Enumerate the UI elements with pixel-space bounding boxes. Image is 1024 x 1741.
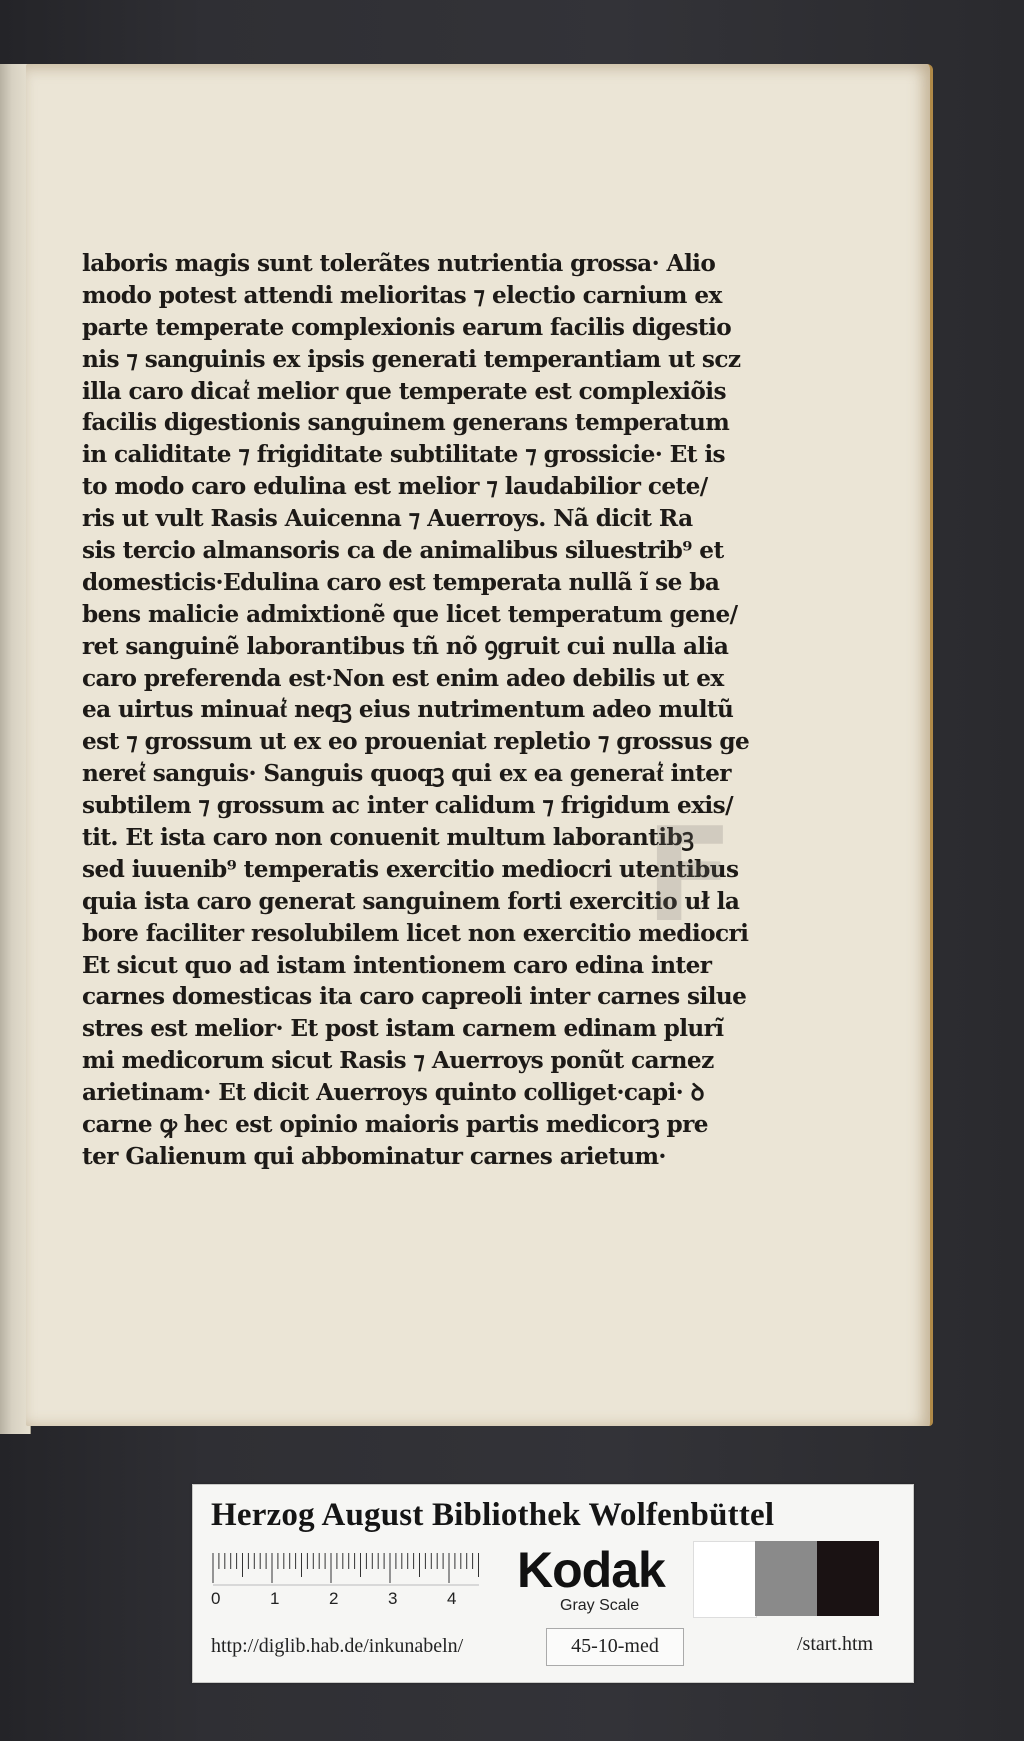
text-line: ter Galienum qui abbominatur carnes arietum· (82, 1142, 666, 1170)
text-line: bore faciliter resolubilem licet non exercitio mediocri (82, 919, 749, 947)
text-line: to modo caro edulina est melior ⁊ laudabilior cete/ (82, 473, 708, 501)
ruler-number: 4 (447, 1589, 457, 1608)
ruler (211, 1551, 511, 1609)
text-line: subtilem ⁊ grossum ac inter calidum ⁊ frigidum exis/ (82, 792, 733, 820)
text-line: parte temperate complexionis earum facilis digestio (82, 313, 732, 341)
color-reference-card (192, 1484, 914, 1683)
gray-patch (693, 1541, 757, 1618)
text-line: sis tercio almansoris ca de animalibus siluestrib⁹ et (82, 537, 724, 565)
ruler-number: 3 (388, 1589, 398, 1608)
text-line: ret sanguinẽ laborantibus tñ nõ ꝯgruit cui nulla alia (82, 632, 729, 660)
text-line: laboris magis sunt tolerãtes nutrientia grossa· Alio (82, 250, 716, 277)
text-line: sed iuuenib⁹ temperatis exercitio mediocri utentibus (82, 855, 739, 883)
text-line: in caliditate ⁊ frigiditate subtilitate ⁊ grossicie· Et is (82, 441, 725, 469)
kodak-logo: Kodak (517, 1542, 665, 1598)
ruler-number: 2 (329, 1589, 339, 1608)
gray-patch (755, 1541, 817, 1616)
text-line: facilis digestionis sanguinem generans temperatum (82, 409, 730, 437)
text-line: est ⁊ grossum ut ex eo proueniat repletio ⁊ grossus ge (82, 728, 750, 756)
gray-patch (817, 1541, 879, 1616)
text-line: caro preferenda est·Non est enim adeo debilis ut ex (82, 664, 724, 692)
page-text-block (82, 248, 750, 1173)
ruler-number: 0 (211, 1589, 221, 1608)
text-line: carne ꝙ hec est opinio maioris partis medicorꝫ pre (82, 1111, 708, 1139)
ruler-ticks (213, 1553, 479, 1585)
text-line: ris ut vult Rasis Auicenna ⁊ Auerroys. Nã dicit Ra (82, 505, 693, 533)
watermark-letter: F (645, 799, 734, 951)
text-line: domesticis·Edulina caro est temperata nullã ĩ se ba (82, 568, 720, 596)
text-line: carnes domesticas ita caro capreoli inter carnes silue (82, 983, 747, 1011)
text-line: mi medicorum sicut Rasis ⁊ Auerroys ponũt carnez (82, 1047, 714, 1075)
url-suffix: /start.htm (797, 1633, 874, 1655)
text-line: quia ista caro generat sanguinem forti exercitio uł la (82, 887, 740, 915)
text-line: bens malicie admixtionẽ que licet temperatum gene/ (82, 600, 738, 628)
text-line: ea uirtus minuat͛ neqꝫ eius nutrimentum adeo multũ (82, 696, 734, 724)
text-line: nis ⁊ sanguinis ex ipsis generati temperantiam ut scz (82, 345, 741, 373)
shelfmark: 45-10-med (571, 1635, 659, 1657)
gray-scale-label: Gray Scale (560, 1597, 640, 1614)
shelfmark-box (546, 1628, 684, 1666)
text-line: illa caro dicat͛ melior que temperate est complexiõis (82, 377, 726, 405)
text-line: neret͛ sanguis· Sanguis quoqꝫ qui ex ea generat͛ inter (82, 760, 731, 788)
text-line: arietinam· Et dicit Auerroys quinto colliget·capi· ꝺ (82, 1079, 704, 1107)
digital-library-url: http://diglib.hab.de/inkunabeln/ (211, 1635, 464, 1657)
text-line: modo potest attendi melioritas ⁊ electio carnium ex (82, 281, 722, 309)
library-name: Herzog August Bibliothek Wolfenbüttel (211, 1497, 775, 1533)
ruler-number: 1 (270, 1589, 280, 1608)
text-line: tit. Et ista caro non conuenit multum laborantibꝫ (82, 824, 694, 852)
text-line: Et sicut quo ad istam intentionem caro edina inter (82, 951, 712, 979)
text-line: stres est melior· Et post istam carnem edinam plurĩ (82, 1015, 724, 1043)
